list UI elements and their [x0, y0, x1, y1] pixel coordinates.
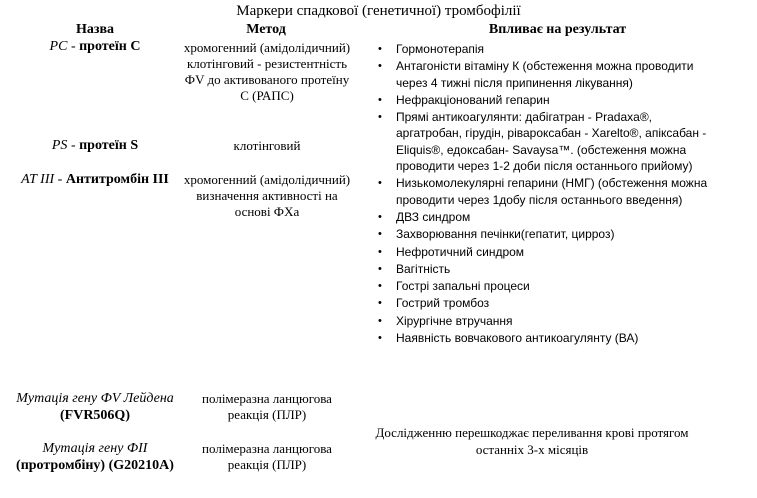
bullet-icon: •: [378, 262, 382, 275]
row-label-italic: Мутація гену ФV Лейдена: [16, 391, 174, 406]
list-item: • Прямі антикоагулянти: дабігатран - Pradaxa®, аргатробан, гірудін, ріварoксабан - Xarelto®, апіксабан - Eliquis®, едоксабан- Savaysa™. (обстеження можна проводити через 1-2 доби після останнього прийому): [378, 110, 707, 174]
row-name-fv-leiden: [0, 390, 190, 424]
list-item: • Гострий тромбоз: [378, 296, 490, 311]
bullet-icon: •: [378, 111, 382, 124]
row-name-at3: AT III - Антитромбін III: [21, 172, 169, 187]
bullet-icon: •: [378, 228, 382, 241]
list-item: • Низькомолекулярні гепарини (НМГ) (обстеження можна проводити через 1добу після останнього введення): [378, 176, 708, 207]
bullet-icon: •: [378, 297, 382, 310]
list-item: • Вагітність: [378, 261, 451, 276]
list-item: • Антагоністи вітаміну К (обстеження можна проводити через 4 тижні після припинення лікування): [378, 59, 694, 90]
row-label: протеїн С: [79, 39, 141, 54]
bullet-icon: •: [378, 60, 382, 73]
bullet-icon: •: [378, 245, 382, 258]
row-method-fii: полімеразна ланцюгова реакція (ПЛР): [202, 441, 332, 472]
list-item: • Гострі запальні процеси: [378, 279, 530, 294]
bullet-icon: •: [378, 332, 382, 345]
row-abbr: PC: [49, 39, 68, 54]
row-label: Антитромбін III: [65, 172, 169, 187]
row-label: протеїн S: [79, 138, 139, 153]
row-method-at3: хромогенний (амідолідичний) визначення активності на основі ФХа: [183, 172, 351, 219]
page-title: Маркери спадкової (генетичної) тромбофілії: [236, 3, 521, 19]
list-item: • Хірургічне втручання: [378, 313, 513, 328]
list-item: • Гормонотерапія: [378, 42, 485, 56]
list-item: • ДВЗ синдром: [378, 209, 471, 224]
header-result: Впливає на результат: [488, 22, 627, 37]
list-item: • Наявність вовчакового антикоагулянту (ВА): [378, 331, 639, 346]
row-label-italic: Мутація гену ФII: [42, 441, 148, 456]
transfusion-note: Дослідженню перешкоджає переливання крові протягом останніх 3-х місяців: [375, 425, 689, 457]
row-name-ps: PS - протеїн S: [51, 138, 139, 153]
row-abbr: PS: [51, 138, 68, 153]
effects-list: [376, 41, 716, 347]
row-abbr: AT III: [21, 172, 55, 187]
row-label-bold: (протромбіну) (G20210A): [16, 458, 174, 473]
header-name: Назва: [75, 22, 115, 37]
row-name-fii: [0, 440, 190, 474]
row-method-ps: клотінговий: [233, 138, 301, 153]
row-name-pc: PC - протеїн С: [49, 39, 141, 54]
bullet-icon: •: [378, 93, 382, 106]
bullet-icon: •: [378, 314, 382, 327]
bullet-icon: •: [378, 210, 382, 223]
bullet-icon: •: [378, 280, 382, 293]
list-item: • Нефротичний синдром: [378, 244, 525, 259]
bullet-icon: •: [378, 43, 382, 55]
header-method: Метод: [246, 22, 286, 37]
list-item: • Нефракціонований гепарин: [378, 92, 550, 107]
row-label-bold: (FVR506Q): [60, 408, 130, 423]
row-method-pc: хромогенний (амідолідичний) клотінговий - резистентність ФV до активованого протеїну С (РАПС): [183, 40, 351, 103]
list-item: • Захворювання печінки(гепатит, цирроз): [378, 227, 615, 242]
bullet-icon: •: [378, 177, 382, 190]
row-method-fv-leiden: полімеразна ланцюгова реакція (ПЛР): [202, 391, 332, 422]
